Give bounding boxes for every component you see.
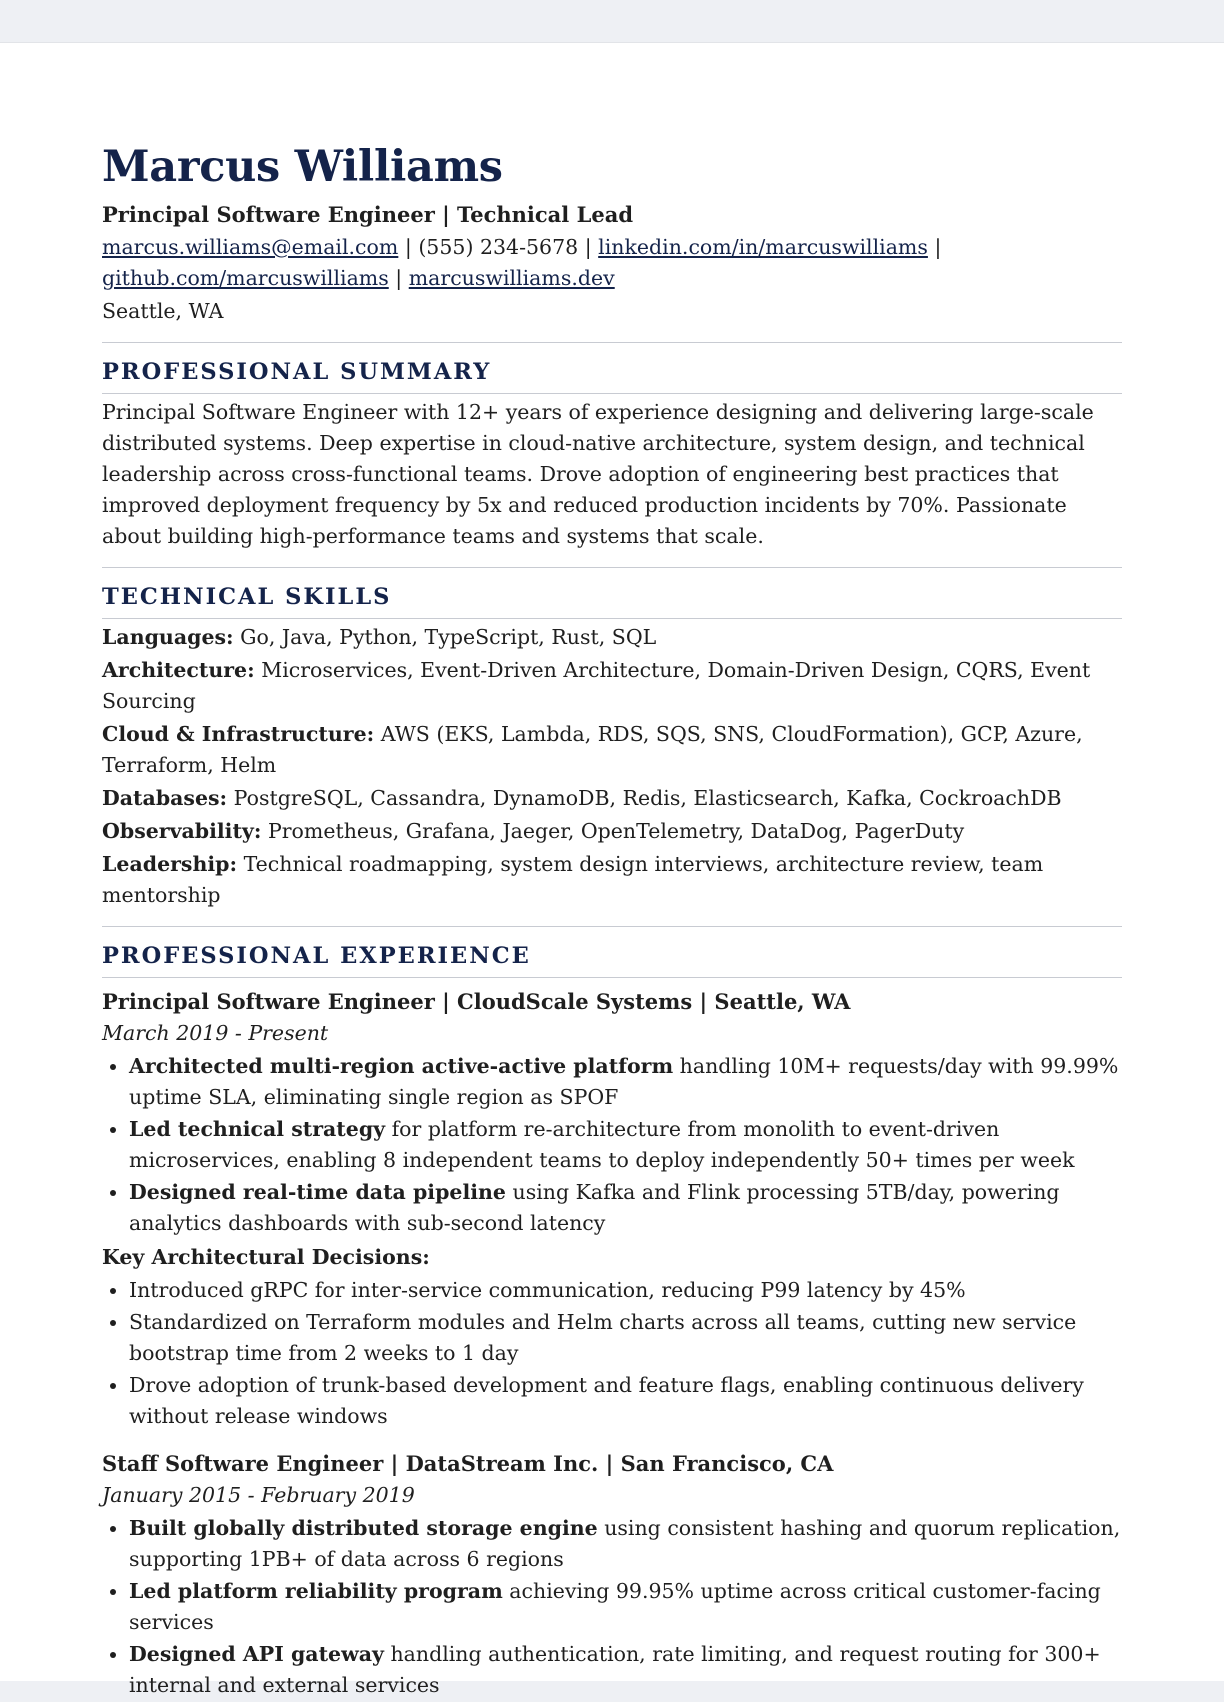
experience-heading: PROFESSIONAL EXPERIENCE — [102, 943, 531, 969]
experience-list — [102, 986, 1122, 1701]
linkedin-link[interactable]: linkedin.com/in/marcuswilliams — [598, 235, 928, 259]
achievement-detail: for platform re-architecture from monolith to event-driven microservices, enabling 8 independent teams to deploy independently 50+ times per week — [129, 1117, 1075, 1172]
resume-page — [0, 42, 1224, 1697]
decisions-heading: Key Architectural Decisions: — [102, 1245, 430, 1269]
skill-label: Observability: — [102, 819, 262, 843]
achievement-list — [102, 1051, 1122, 1239]
heading-underline — [102, 393, 1122, 394]
resume-content — [102, 139, 1122, 1702]
job-title: Staff Software Engineer | DataStream Inc. | San Francisco, CA — [102, 1451, 834, 1476]
skills-heading: TECHNICAL SKILLS — [102, 584, 392, 610]
location: Seattle, WA — [102, 299, 224, 323]
skill-row — [102, 783, 1122, 814]
heading-underline — [102, 618, 1122, 619]
section-divider — [102, 567, 1122, 568]
achievement-item — [129, 1114, 1122, 1176]
skill-row — [102, 719, 1122, 781]
achievement-detail: handling authentication, rate limiting, and request routing for 300+ internal and external services — [129, 1642, 1101, 1697]
achievement-detail: using consistent hashing and quorum replication, supporting 1PB+ of data across 6 regions — [129, 1516, 1121, 1571]
section-divider — [102, 342, 1122, 343]
section-divider — [102, 926, 1122, 927]
headline: Principal Software Engineer | Technical Lead — [102, 202, 633, 227]
candidate-name: Marcus Williams — [102, 142, 503, 192]
decisions-list — [102, 1275, 1122, 1432]
job-dates: March 2019 - Present — [102, 1021, 329, 1045]
skills-list — [102, 622, 1122, 911]
contact-line — [102, 232, 1122, 294]
github-link[interactable]: github.com/marcuswilliams — [102, 266, 389, 290]
skill-value: Technical roadmapping, system design interviews, architecture review, team mentorship — [102, 852, 1044, 907]
heading-underline — [102, 977, 1122, 978]
achievement-highlight: Built globally distributed storage engine — [129, 1516, 598, 1540]
skill-value: Go, Java, Python, TypeScript, Rust, SQL — [240, 625, 657, 649]
achievement-item — [129, 1576, 1122, 1638]
achievement-highlight: Led platform reliability program — [129, 1579, 503, 1603]
skill-label: Leadership: — [102, 852, 238, 876]
achievement-detail: handling 10M+ requests/day with 99.99% uptime SLA, eliminating single region as SPOF — [129, 1054, 1119, 1109]
decision-item: • Standardized on Terraform modules and Helm charts across all teams, cutting new service bootstrap time from 2 weeks to 1 day — [129, 1307, 1122, 1369]
achievement-item — [129, 1639, 1122, 1701]
separator: | — [404, 235, 412, 259]
skill-row — [102, 622, 1122, 653]
skill-row — [102, 849, 1122, 911]
achievement-highlight: Designed real-time data pipeline — [129, 1180, 506, 1204]
email-link[interactable]: marcus.williams@email.com — [102, 235, 399, 259]
skill-row — [102, 816, 1122, 847]
achievement-list — [102, 1513, 1122, 1701]
decision-item: • Introduced gRPC for inter-service communication, reducing P99 latency by 45% — [129, 1275, 1122, 1306]
summary-text: Principal Software Engineer with 12+ years of experience designing and delivering large-scale distributed systems. Deep expertise in cloud-native architecture, system design, and technical leadership across cross-functional teams. Drove adoption of engineering best practices that improved deployment frequency by 5x and reduced production incidents by 70%. Passionate about building high-performance teams and systems that scale. — [102, 400, 1094, 548]
skill-value: PostgreSQL, Cassandra, DynamoDB, Redis, Elasticsearch, Kafka, CockroachDB — [233, 786, 1062, 810]
website-link[interactable]: marcuswilliams.dev — [408, 266, 615, 290]
separator: | — [934, 235, 942, 259]
achievement-item — [129, 1513, 1122, 1575]
achievement-item — [129, 1051, 1122, 1113]
achievement-item — [129, 1177, 1122, 1239]
separator: | — [584, 235, 592, 259]
achievement-highlight: Designed API gateway — [129, 1642, 384, 1666]
achievement-highlight: Led technical strategy — [129, 1117, 386, 1141]
summary-heading: PROFESSIONAL SUMMARY — [102, 359, 492, 385]
job-title: Principal Software Engineer | CloudScale Systems | Seattle, WA — [102, 989, 851, 1014]
skill-value: AWS (EKS, Lambda, RDS, SQS, SNS, CloudFormation), GCP, Azure, Terraform, Helm — [102, 722, 1083, 777]
skill-label: Architecture: — [102, 658, 255, 682]
skill-label: Databases: — [102, 786, 228, 810]
decision-item: • Drove adoption of trunk-based development and feature flags, enabling continuous delivery without release windows — [129, 1370, 1122, 1432]
skill-label: Languages: — [102, 625, 234, 649]
skill-row — [102, 655, 1122, 717]
separator: | — [395, 266, 403, 290]
skill-label: Cloud & Infrastructure: — [102, 722, 375, 746]
job-dates: January 2015 - February 2019 — [102, 1483, 415, 1507]
achievement-highlight: Architected multi-region active-active platform — [129, 1054, 674, 1078]
skill-value: Microservices, Event-Driven Architecture, Domain-Driven Design, CQRS, Event Sourcing — [102, 658, 1091, 713]
phone-number: (555) 234-5678 — [418, 235, 579, 259]
skill-value: Prometheus, Grafana, Jaeger, OpenTelemetry, DataDog, PagerDuty — [267, 819, 965, 843]
achievement-detail: using Kafka and Flink processing 5TB/day, powering analytics dashboards with sub-second latency — [129, 1180, 1060, 1235]
achievement-detail: achieving 99.95% uptime across critical customer-facing services — [129, 1579, 1101, 1634]
